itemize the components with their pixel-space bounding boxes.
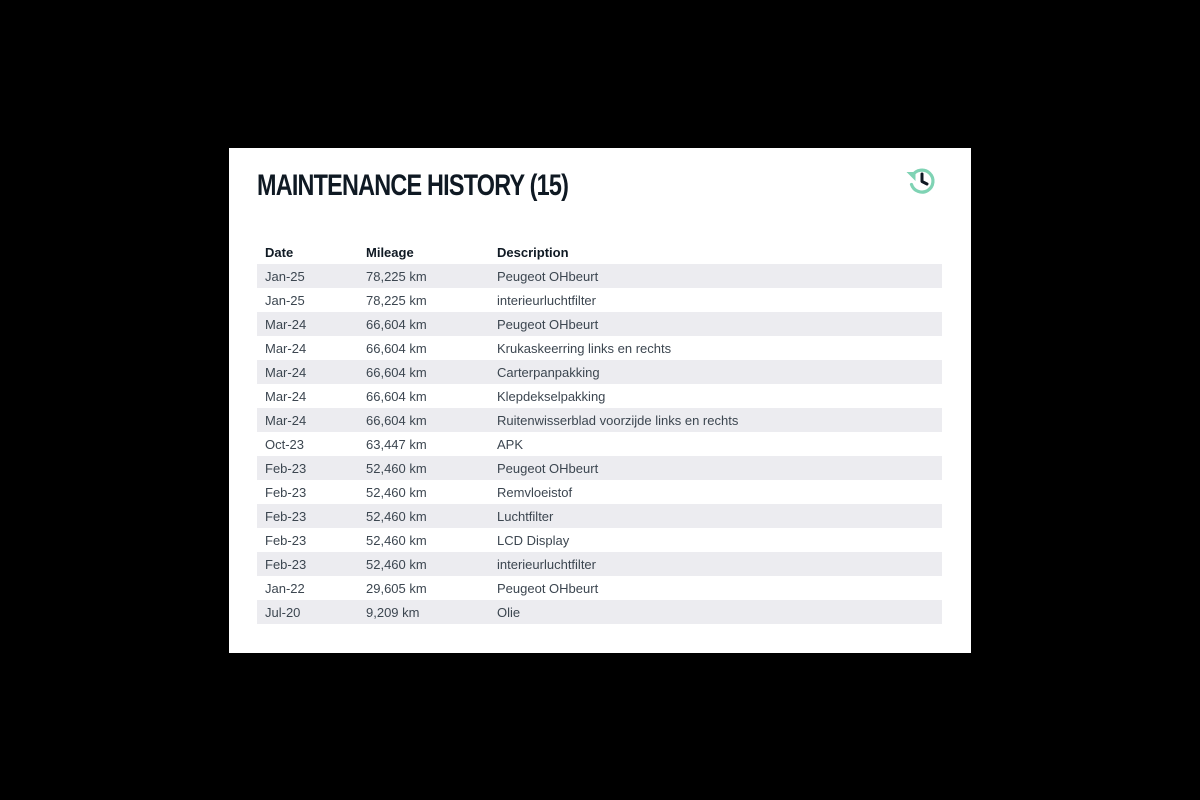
cell-mileage: 78,225 km [358,288,489,312]
cell-date: Feb-23 [257,528,358,552]
cell-date: Feb-23 [257,552,358,576]
cell-date: Feb-23 [257,504,358,528]
cell-mileage: 66,604 km [358,312,489,336]
table-row [257,312,942,336]
cell-mileage: 9,209 km [358,600,489,624]
cell-description: interieurluchtfilter [489,288,942,312]
cell-description: Peugeot OHbeurt [489,312,942,336]
card-title: MAINTENANCE HISTORY (15) [257,169,569,202]
table-header-row [257,240,942,264]
cell-mileage: 52,460 km [358,528,489,552]
cell-date: Mar-24 [257,360,358,384]
cell-description: APK [489,432,942,456]
table-row [257,480,942,504]
header-date: Date [265,244,294,260]
cell-description: Peugeot OHbeurt [489,576,942,600]
cell-date: Feb-23 [257,480,358,504]
cell-date: Mar-24 [257,312,358,336]
cell-mileage: 66,604 km [358,408,489,432]
cell-date: Mar-24 [257,336,358,360]
table-row [257,552,942,576]
table-row [257,504,942,528]
cell-description: Carterpanpakking [489,360,942,384]
cell-description: Klepdekselpakking [489,384,942,408]
cell-mileage: 52,460 km [358,504,489,528]
table-row [257,360,942,384]
cell-mileage: 63,447 km [358,432,489,456]
cell-mileage: 52,460 km [358,552,489,576]
header-mileage: Mileage [366,244,414,260]
table-row [257,528,942,552]
table-row [257,576,942,600]
cell-date: Jan-25 [257,288,358,312]
cell-mileage: 52,460 km [358,480,489,504]
cell-description: Krukaskeerring links en rechts [489,336,942,360]
cell-date: Mar-24 [257,408,358,432]
cell-date: Feb-23 [257,456,358,480]
table-row [257,456,942,480]
cell-description: LCD Display [489,528,942,552]
maintenance-table [257,240,942,624]
table-row [257,408,942,432]
cell-mileage: 66,604 km [358,336,489,360]
table-row [257,288,942,312]
table-row [257,264,942,288]
table-row [257,384,942,408]
cell-description: Luchtfilter [489,504,942,528]
cell-description: Ruitenwisserblad voorzijde links en rechts [489,408,942,432]
cell-description: Peugeot OHbeurt [489,456,942,480]
header-description: Description [497,244,569,260]
cell-date: Oct-23 [257,432,358,456]
cell-description: Peugeot OHbeurt [489,264,942,288]
maintenance-history-card [229,148,971,653]
table-row [257,432,942,456]
cell-description: interieurluchtfilter [489,552,942,576]
cell-date: Jul-20 [257,600,358,624]
history-clock-icon[interactable] [903,162,941,200]
cell-mileage: 78,225 km [358,264,489,288]
cell-date: Jan-22 [257,576,358,600]
cell-date: Jan-25 [257,264,358,288]
table-row [257,600,942,624]
cell-description: Remvloeistof [489,480,942,504]
cell-mileage: 29,605 km [358,576,489,600]
cell-mileage: 52,460 km [358,456,489,480]
cell-description: Olie [489,600,942,624]
table-row [257,336,942,360]
cell-mileage: 66,604 km [358,384,489,408]
cell-date: Mar-24 [257,384,358,408]
cell-mileage: 66,604 km [358,360,489,384]
table-body [257,264,942,624]
